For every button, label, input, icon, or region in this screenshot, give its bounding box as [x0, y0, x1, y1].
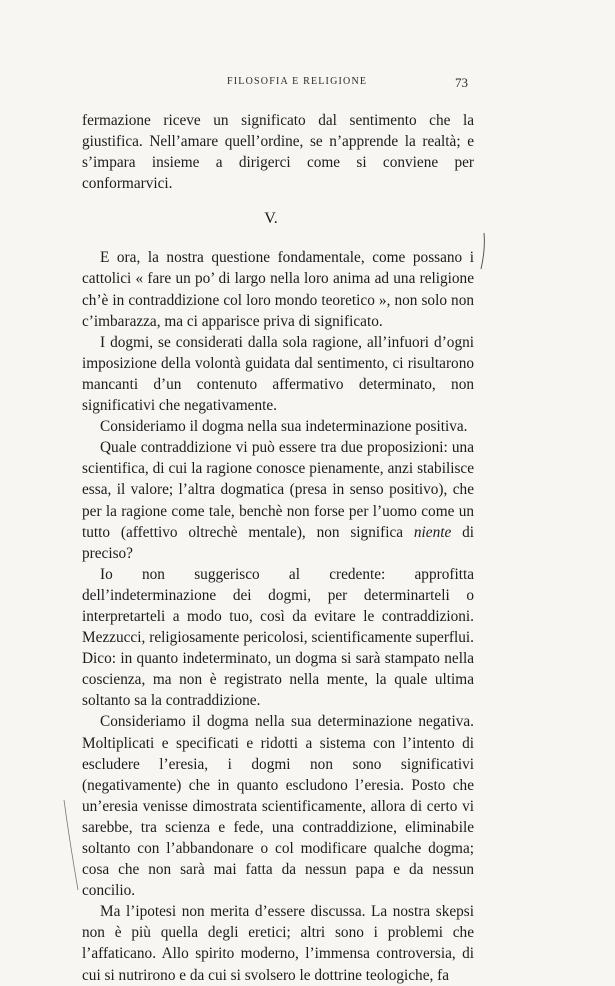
running-title: FILOSOFIA E RELIGIONE [227, 76, 368, 87]
paragraph-5: Io non suggerisco al credente: approfitta dell’indeterminazione dei dogmi, per determinarteli o interpretarteli a modo tuo, così da evitare le contraddizioni. Mezzucci, religiosamente pericolosi, scientificamente superflui. Dico: in quanto indeterminato, un dogma si sarà stampato nella coscienza, ma non è registrato nella mente, la quale ultima soltanto sa la contraddizione. [82, 565, 474, 710]
paragraph-1: E ora, la nostra questione fondamentale, come possano i cattolici « fare un po’ di largo nella loro anima ad una religione ch’è in contraddizione col loro mondo teoretico », non solo non c’imbarazza, ma ci apparisce priva di significato. [82, 249, 474, 330]
paragraph-6: Consideriamo il dogma nella sua determinazione negativa. Moltiplicati e specificati e ridotti a sistema con l’intento di escludere l’eresia, i dogmi non sono significativi (negativamente) che in quanto escludono l’eresia. Posto che un’eresia venisse dimostrata scientificamente, allora di certo vi sarebbe, tra scienza e fede, una contraddizione, eliminabile soltanto con l’abbandonare o col modificare qualche dogma; cosa che non sarà mai fatta da nessun papa e da nessun concilio. [82, 713, 474, 900]
italic-word: niente [413, 523, 452, 541]
margin-pencil-mark [480, 232, 486, 270]
paragraph-4-tail: di preciso? [82, 523, 475, 562]
paragraph-7: Ma l’ipotesi non merita d’essere discussa. La nostra skepsi non è più quella degli eretici; altri sono i problemi che l’affaticano. Allo spirito moderno, l’immensa controversia, di cui si nutrirono e da cui si svolsero le dottrine teologiche, fa [82, 903, 474, 984]
paragraph-4-text: Quale contraddizione vi può essere tra due proposizioni: una scientifica, di cui la ragione conosce pienamente, anzi stabilisce essa, il valore; l’altra dogmatica (presa in senso positivo), che per la ragione come tale, benchè non forse per l’uomo come un tutto (affettivo oltrechè mentale), non significa [82, 439, 474, 541]
paragraph-4 [82, 437, 474, 564]
margin-scan-line [62, 800, 82, 890]
page-number: 73 [455, 75, 468, 90]
paragraph-3: Consideriamo il dogma nella sua indeterminazione positiva. [100, 418, 468, 436]
paragraph-continuation: fermazione riceve un significato dal sentimento che la giustifica. Nell’amare quell’ordine, se n’apprende la realtà; e s’impara insieme a dirigerci come si conviene per conformarvici. [82, 112, 474, 193]
paragraph-2: I dogmi, se considerati dalla sola ragione, all’infuori d’ogni imposizione della volontà guidata dal sentimento, ci risultarono mancanti d’un contenuto affermativo determinato, non significativi che negativamente. [82, 333, 474, 415]
section-heading: V. [264, 210, 278, 228]
body-text [82, 110, 474, 986]
